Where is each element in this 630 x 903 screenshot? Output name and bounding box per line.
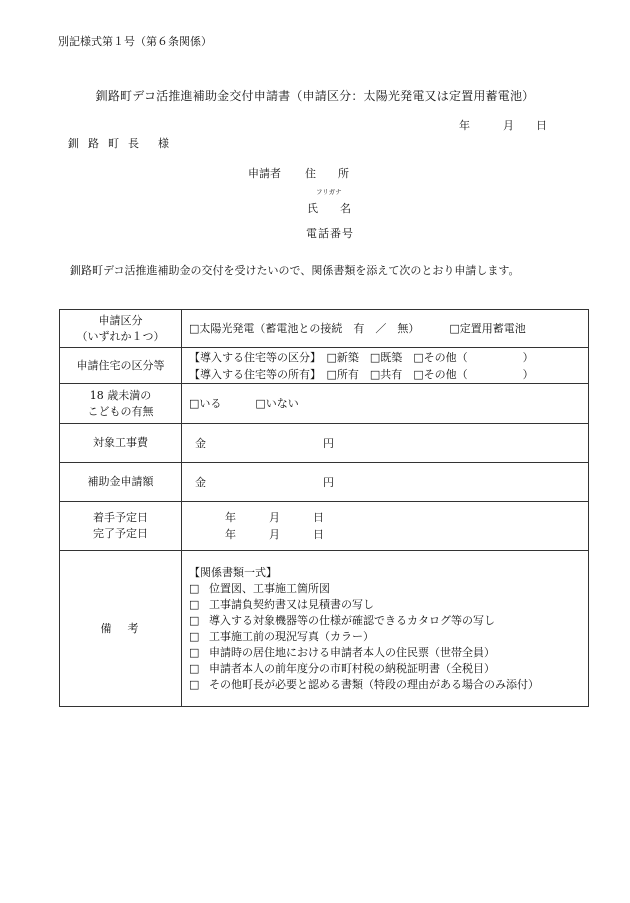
schedule-value [182, 502, 589, 551]
label-line: 18 歳未満の [89, 388, 152, 402]
document-text: 申請時の居住地における申請者本人の住民票（世帯全員） [209, 645, 495, 659]
day-label: 日 [313, 528, 324, 541]
label-line: こどもの有無 [87, 404, 154, 418]
kin-label: 金 [195, 436, 206, 450]
subsidy-amount-field[interactable] [182, 463, 589, 502]
date-year: 年 [459, 119, 470, 132]
checkbox-icon[interactable]: □ [189, 613, 200, 627]
document-text: 工事請負契約書又は見積書の写し [209, 597, 374, 611]
en-label: 円 [323, 436, 334, 450]
checkbox-icon[interactable]: □ [189, 597, 200, 611]
kin-label: 金 [195, 475, 206, 489]
housing-category-value [182, 348, 589, 384]
day-label: 日 [313, 511, 324, 524]
document-item[interactable] [189, 581, 588, 597]
checkbox-icon[interactable]: □ [189, 645, 200, 659]
document-item[interactable] [189, 613, 588, 629]
document-text: その他町長が必要と認める書類（特段の理由がある場合のみ添付） [209, 677, 539, 691]
table-row [60, 310, 589, 348]
addressee [68, 135, 169, 151]
table-row [60, 551, 589, 707]
subsidy-amount-label: 補助金申請額 [60, 463, 182, 502]
document-text: 位置図、工事施工箇所図 [209, 581, 330, 595]
remarks-value [182, 551, 589, 707]
checkbox-icon[interactable]: □ [189, 581, 200, 595]
month-label: 月 [269, 511, 280, 524]
document-text: 工事施工前の現況写真（カラー） [209, 629, 374, 643]
name-label: 氏名 [307, 202, 373, 215]
housing-category-label: 申請住宅の区分等 [60, 348, 182, 384]
documents-heading: 【関係書類一式】 [189, 565, 277, 579]
addressee-suffix: 様 [158, 137, 169, 150]
label-line: （いずれか１つ） [76, 329, 165, 343]
year-label: 年 [225, 528, 236, 541]
application-category-label [60, 310, 182, 348]
solar-checkbox[interactable]: □太陽光発電（蓄電池との接続 有 ／ 無） [189, 322, 420, 335]
document-text: 申請者本人の前年度分の市町村税の納税証明書（全税目） [209, 661, 495, 675]
month-label: 月 [269, 528, 280, 541]
document-item[interactable] [189, 661, 588, 677]
start-date-field[interactable] [189, 509, 588, 526]
end-date-field[interactable] [189, 526, 588, 543]
housing-ownership-line[interactable]: 【導入する住宅等の所有】 □所有 □共有 □その他（ ） [189, 367, 534, 381]
construction-cost-field[interactable] [182, 424, 589, 463]
children-no-checkbox[interactable]: □いない [255, 397, 299, 410]
application-table [59, 309, 589, 707]
table-row [60, 502, 589, 551]
furigana-label: フリガナ [316, 188, 342, 196]
children-label [60, 384, 182, 424]
applicant-label: 申請者 [248, 167, 281, 180]
table-row [60, 424, 589, 463]
addressee-name: 釧路町長 [68, 137, 148, 150]
application-category-value [182, 310, 589, 348]
checkbox-icon[interactable]: □ [189, 677, 200, 691]
document-item[interactable] [189, 677, 588, 693]
construction-cost-label: 対象工事費 [60, 424, 182, 463]
label-line: 申請区分 [98, 313, 143, 327]
statement: 釧路町デコ活推進補助金の交付を受けたいので、関係書類を添えて次のとおり申請します。 [70, 264, 520, 277]
children-yes-checkbox[interactable]: □いる [189, 397, 222, 410]
page-title: 釧路町デコ活推進補助金交付申請書（申請区分：太陽光発電又は定置用蓄電池） [95, 89, 535, 103]
table-row [60, 384, 589, 424]
date-month: 月 [503, 119, 514, 132]
schedule-label [60, 502, 182, 551]
checkbox-icon[interactable]: □ [189, 629, 200, 643]
form-id: 別記様式第１号（第６条関係） [58, 35, 212, 48]
checkbox-icon[interactable]: □ [189, 661, 200, 675]
table-row [60, 463, 589, 502]
en-label: 円 [323, 475, 334, 489]
tel-label: 電話番号 [306, 227, 354, 240]
document-item[interactable] [189, 597, 588, 613]
document-item[interactable] [189, 629, 588, 645]
year-label: 年 [225, 511, 236, 524]
start-date-label: 着手予定日 [93, 511, 148, 524]
battery-checkbox[interactable]: □定置用蓄電池 [449, 322, 526, 335]
table-row [60, 348, 589, 384]
address-label: 住所 [305, 167, 371, 180]
document-text: 導入する対象機器等の仕様が確認できるカタログ等の写し [209, 613, 495, 627]
remarks-label: 備考 [60, 551, 182, 707]
date-line [459, 117, 547, 133]
document-item[interactable] [189, 645, 588, 661]
end-date-label: 完了予定日 [93, 527, 148, 540]
children-value [182, 384, 589, 424]
housing-type-line[interactable]: 【導入する住宅等の区分】 □新築 □既築 □その他（ ） [189, 350, 534, 364]
date-day: 日 [536, 119, 547, 132]
